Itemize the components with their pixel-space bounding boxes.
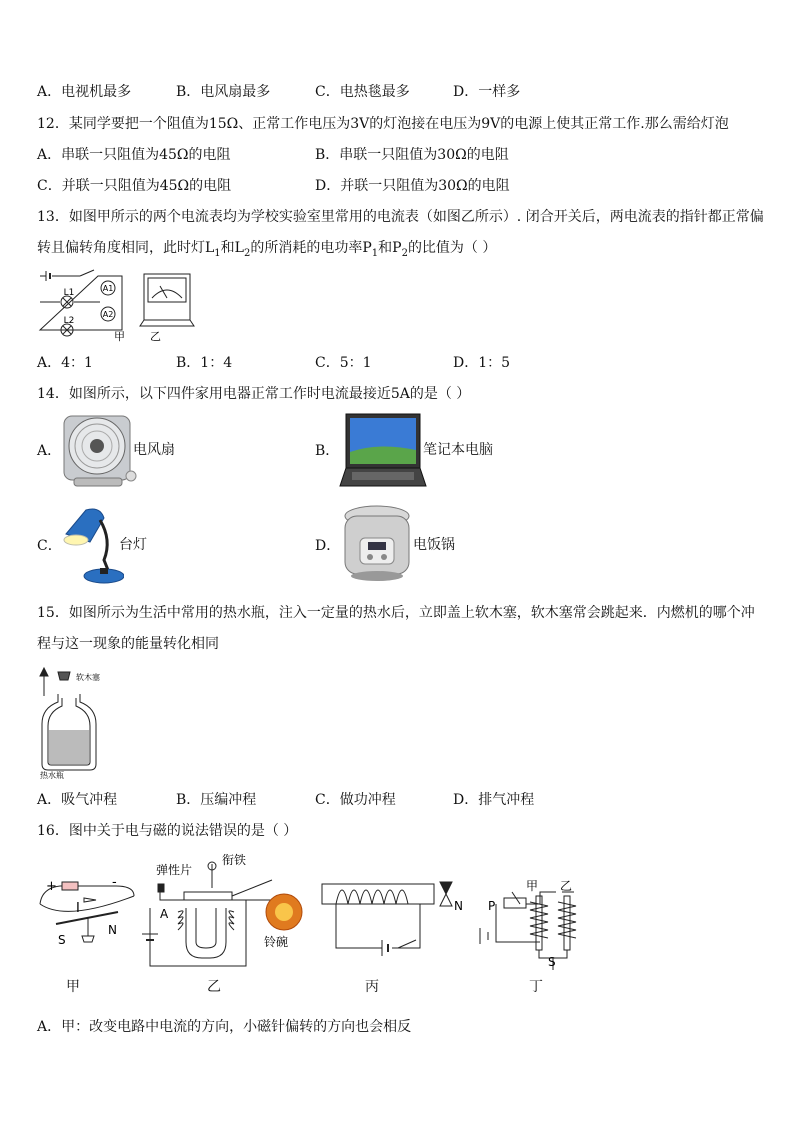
q13-stem-line1: 13．如图甲所示的两个电流表均为学校实验室里常用的电流表（如图乙所示）. 闭合开关后，两电流表的指针都正常偏 <box>37 209 764 225</box>
q13-text-c: 的所消耗的电功率 <box>250 240 363 256</box>
q16-label-s-jia: S <box>58 933 66 947</box>
q15-stem-line1: 15．如图所示为生活中常用的热水瓶，注入一定量的热水后，立即盖上软木塞，软木塞常会跳起来．内燃机的哪个冲 <box>37 605 755 621</box>
q13-circuit-figure <box>36 268 206 344</box>
q16-label-armature: 衔铁 <box>222 853 247 867</box>
q14-letter-a: A． <box>37 443 62 459</box>
q16-label-p: P <box>488 899 496 913</box>
rice-cooker-icon <box>340 502 414 586</box>
q14-label-laptop: 笔记本电脑 <box>423 442 493 458</box>
q16-label-n-bing: N <box>454 899 463 913</box>
q13-lamp-symbol-2: L <box>234 240 244 256</box>
q16-stem: 16．图中关于电与磁的说法错误的是（ ） <box>37 823 298 839</box>
q14-stem: 14．如图所示，以下四件家用电器正常工作时电流最接近5A的是（ ） <box>37 386 471 402</box>
q16-minus-sign: - <box>112 875 117 890</box>
q11-option-a: A．电视机最多 <box>37 84 132 100</box>
q16-caption-bing: 丙 <box>365 979 379 995</box>
q13-sub-3: 1 <box>371 247 379 259</box>
q16-option-a: A．甲：改变电路中电流的方向，小磁针偏转的方向也会相反 <box>37 1019 412 1035</box>
q15-stem-line2: 程与这一现象的能量转化相同 <box>37 636 219 652</box>
q16-caption-ding: 丁 <box>529 979 543 995</box>
q16-label-bell: 铃碗 <box>264 935 289 949</box>
q13-sub-4: 2 <box>401 247 408 259</box>
q12-option-b: B．串联一只阻值为30Ω的电阻 <box>315 147 509 163</box>
q13-text-b: 和 <box>220 240 235 256</box>
q12-option-d: D．并联一只阻值为30Ω的电阻 <box>315 178 510 194</box>
q13-caption-yi: 乙 <box>150 330 161 343</box>
q13-stem-line2 <box>37 238 496 264</box>
q12-stem: 12．某同学要把一个阻值为15Ω、正常工作电压为3V的灯泡接在电压为9V的电源上使其正常工作.那么需给灯泡 <box>37 116 729 132</box>
q16-caption-yi: 乙 <box>207 979 221 995</box>
q16-label-a: A <box>160 907 169 921</box>
q13-sub-2: 2 <box>243 247 251 259</box>
q13-label-a2: A2 <box>102 310 114 319</box>
q13-power-symbol-1: P <box>362 240 372 256</box>
q15-option-c: C．做功冲程 <box>315 792 396 808</box>
q14-letter-b: B． <box>315 443 340 459</box>
q13-lamp-symbol-1: L <box>205 240 215 256</box>
q14-label-fan: 电风扇 <box>133 442 175 458</box>
q16-current-label: I <box>76 901 80 916</box>
q13-sub-1: 1 <box>214 247 221 259</box>
q13-text-e: 的比值为（ ） <box>407 240 497 256</box>
q13-option-b: B．1：4 <box>176 355 233 371</box>
q13-option-a: A．4：1 <box>37 355 93 371</box>
q13-text-a: 转且偏转角度相同，此时灯 <box>37 240 205 256</box>
q16-label-jia-magnet: 甲 <box>526 879 539 893</box>
q15-option-d: D．排气冲程 <box>453 792 535 808</box>
q11-option-b: B．电风扇最多 <box>176 84 271 100</box>
q14-label-lamp: 台灯 <box>119 537 147 553</box>
q13-option-d: D．1：5 <box>453 355 511 371</box>
laptop-icon <box>338 412 428 490</box>
q11-option-d: D．一样多 <box>453 84 521 100</box>
q16-electromagnetism-figure <box>36 852 596 1000</box>
thermos-figure <box>36 664 136 780</box>
q14-letter-d: D． <box>315 538 341 554</box>
q12-option-c: C．并联一只阻值为45Ω的电阻 <box>37 178 232 194</box>
q16-label-n-jia: N <box>108 923 117 937</box>
q14-label-cooker: 电饭锅 <box>413 537 455 553</box>
q13-caption-jia: 甲 <box>114 330 125 343</box>
q15-label-bottle: 热水瓶 <box>40 771 64 780</box>
q16-label-spring: 弹性片 <box>156 863 193 877</box>
q15-option-a: A．吸气冲程 <box>37 792 118 808</box>
q16-label-s-ding: S <box>548 955 556 969</box>
q16-label-yi-magnet: 乙 <box>560 879 573 893</box>
q13-label-l2: L2 <box>63 316 75 326</box>
q11-option-c: C．电热毯最多 <box>315 84 410 100</box>
desk-lamp-icon <box>60 504 124 586</box>
q15-label-cork: 软木塞 <box>76 673 100 682</box>
q14-letter-c: C． <box>37 538 62 554</box>
q16-plus-sign: + <box>46 879 57 894</box>
q15-option-b: B．压编冲程 <box>176 792 257 808</box>
q13-option-c: C．5：1 <box>315 355 372 371</box>
q13-label-l1: L1 <box>63 288 75 298</box>
q13-text-d: 和 <box>378 240 393 256</box>
q16-caption-jia: 甲 <box>66 979 80 995</box>
q13-label-a1: A1 <box>102 284 114 293</box>
q12-option-a: A．串联一只阻值为45Ω的电阻 <box>37 147 231 163</box>
q13-power-symbol-2: P <box>392 240 402 256</box>
fan-icon <box>58 410 138 490</box>
